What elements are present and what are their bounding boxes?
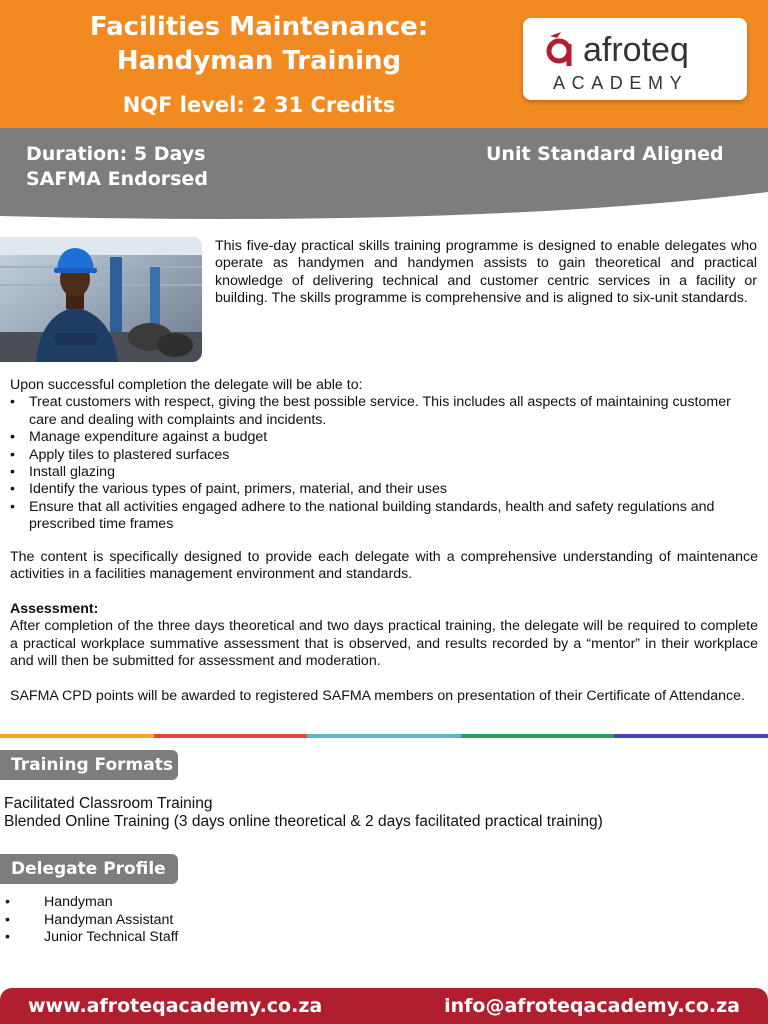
training-formats-heading: Training Formats: [0, 750, 178, 780]
list-item: Blended Online Training (3 days online theoretical & 2 days facilitated practical training): [4, 813, 603, 830]
logo-name: afroteq: [583, 31, 689, 69]
divider-segment: [0, 734, 154, 738]
outcomes-section: [10, 377, 758, 534]
delegate-profile-heading: Delegate Profile: [0, 854, 178, 884]
content-paragraph: The content is specifically designed to provide each delegate with a comprehensive understanding of maintenance activities in a facilities management environment and standards.: [10, 549, 758, 583]
divider-segment: [154, 734, 308, 738]
list-item: • Treat customers with respect, giving the best possible service. This includes all aspects of maintaining customer care and dealing with complaints and incidents.: [10, 394, 758, 429]
logo-subtitle: ACADEMY: [553, 73, 689, 93]
list-item: • Handyman Assistant: [4, 912, 178, 930]
website-link[interactable]: www.afroteqacademy.co.za: [28, 995, 323, 1017]
delegate-profile-list: [4, 894, 178, 947]
list-item: • Manage expenditure against a budget: [10, 429, 758, 446]
header-banner: [0, 0, 768, 128]
course-title-line2: Handyman Training: [116, 46, 402, 76]
training-formats-list: [4, 795, 603, 831]
nqf-credits: NQF level: 2 31 Credits: [122, 93, 396, 117]
color-divider: [0, 734, 768, 738]
list-item: • Install glazing: [10, 464, 758, 481]
footer-bar: [0, 988, 768, 1024]
list-item: • Handyman: [4, 894, 178, 912]
assessment-text: After completion of the three days theoretical and two days practical training, the delegate will be required to complete a practical workplace summative assessment that is observed, and results recorded by a “mentor” in their workplace and will then be submitted for assessment and moderation.: [10, 618, 758, 670]
assessment-section: [10, 601, 758, 671]
outcomes-lead: Upon successful completion the delegate will be able to:: [10, 377, 363, 393]
logo-a-mark-icon: [549, 32, 569, 66]
email-link[interactable]: info@afroteqacademy.co.za: [444, 995, 740, 1017]
list-item: Facilitated Classroom Training: [4, 795, 213, 812]
divider-segment: [307, 734, 461, 738]
divider-segment: [614, 734, 768, 738]
list-item: • Apply tiles to plastered surfaces: [10, 447, 758, 464]
list-item: • Identify the various types of paint, primers, material, and their uses: [10, 481, 758, 498]
course-title-line1: Facilities Maintenance:: [89, 12, 429, 42]
outcomes-list: [10, 394, 758, 533]
list-item: • Ensure that all activities engaged adhere to the national building standards, health and safety regulations and prescribed time frames: [10, 499, 758, 534]
handyman-photo: [0, 237, 202, 362]
duration-label: Duration: 5 Days: [26, 143, 206, 165]
course-info-band: [0, 128, 768, 224]
endorsement-label: SAFMA Endorsed: [26, 168, 208, 190]
intro-paragraph: This five-day practical skills training programme is designed to enable delegates who operate as handymen and handymen assists to gain theoretical and practical knowledge of delivering technical and customer centric services in a facility or building. The skills programme is comprehensive and is aligned to six-unit standards.: [215, 238, 757, 307]
unit-standard-label: Unit Standard Aligned: [486, 143, 724, 165]
cpd-paragraph: SAFMA CPD points will be awarded to registered SAFMA members on presentation of their Certificate of Attendance.: [10, 688, 745, 704]
assessment-heading: Assessment:: [10, 601, 99, 617]
list-item: • Junior Technical Staff: [4, 929, 178, 947]
divider-segment: [461, 734, 615, 738]
afroteq-academy-logo: [523, 18, 747, 100]
